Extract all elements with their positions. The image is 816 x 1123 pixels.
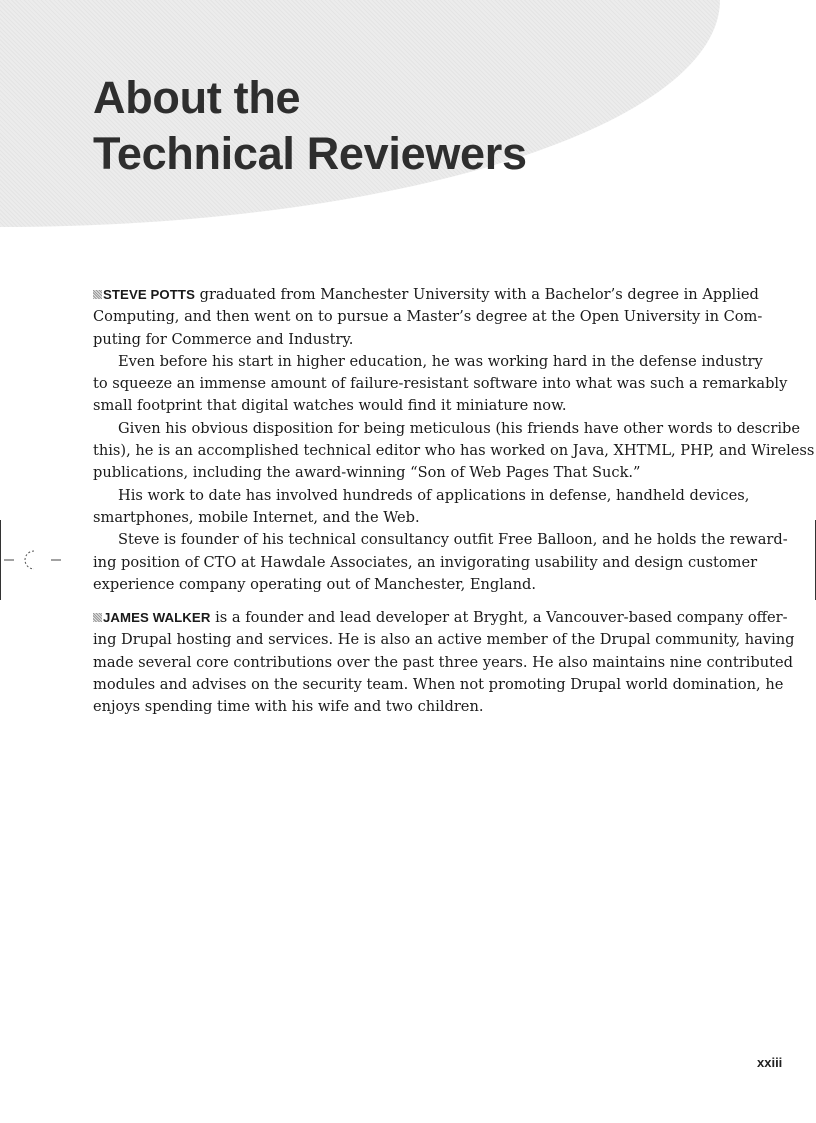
chapter-title-line-2: Technical Reviewers	[93, 128, 527, 179]
registration-mark-icon	[4, 548, 64, 572]
margin-line-left	[0, 520, 1, 600]
bio-marker-icon	[93, 290, 102, 299]
page-number: xxiii	[757, 1055, 783, 1070]
bio-steve-potts-p4: His work to date has involved hundreds of applications in defense, handheld devices, smartphones, mobile Internet, and the Web.	[93, 486, 750, 526]
bio-marker-icon	[93, 613, 102, 622]
bio-steve-potts-p2: Even before his start in higher education, he was working hard in the defense industry to squeeze an immense amount of failure-resistant software into what was such a remarkably small footprint that digital watches would find it miniature now.	[93, 352, 788, 415]
chapter-title-line-1: About the	[93, 72, 301, 123]
reviewer-name: JAMES WALKER	[103, 610, 211, 626]
reviewer-name: STEVE POTTS	[103, 287, 195, 302]
bio-steve-potts-p1: STEVE POTTS graduated from Manchester University with a Bachelor’s degree in Applied Computing, and then went on to pursue a Master’s degree at the Open University in Com- puting for Commerce and Industry.	[93, 286, 763, 348]
bio-steve-potts-p5: Steve is founder of his technical consultancy outfit Free Balloon, and he holds the reward- ing position of CTO at Hawdale Associates, an invigorating usability and design customer experience company operating out of Manchester, England.	[93, 531, 788, 593]
bio-steve-potts-p3: Given his obvious disposition for being meticulous (his friends have other words to describe this), he is an accomplished technical editor who has worked on Java, XHTML, PHP, and Wireless publications, including the award-winning “Son of Web Pages That Suck.”	[93, 419, 815, 482]
bio-james-walker-p1: JAMES WALKER is a founder and lead developer at Bryght, a Vancouver-based company offer- ing Drupal hosting and services. He is also an active member of the Drupal community, having made several core contributions over the past three years. He also maintains nine contributed modules and advises on the security team. When not promoting Drupal world domination, he enjoys spending time with his wife and two children.	[93, 609, 795, 716]
reviewer-bios	[93, 284, 815, 719]
chapter-title	[93, 70, 527, 182]
